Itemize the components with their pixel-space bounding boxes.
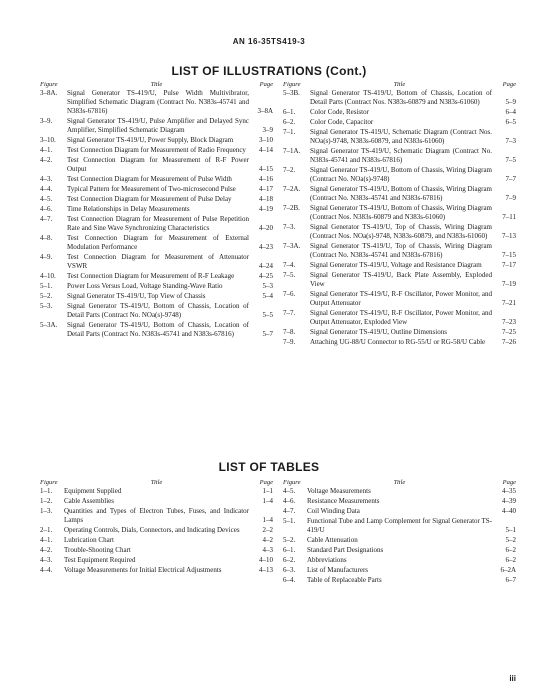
entry-title: Quantities and Types of Electron Tubes, Fuses, and Indicator Lamps bbox=[64, 507, 249, 524]
list-entry bbox=[283, 271, 516, 289]
column-header-title: Title bbox=[393, 81, 406, 88]
entry-title: Color Code, Resistor bbox=[310, 108, 369, 116]
list-entry bbox=[40, 272, 273, 281]
entry-title: Test Equipment Required bbox=[64, 556, 136, 564]
entry-page: 5–4 bbox=[262, 292, 273, 300]
list-entry bbox=[283, 546, 516, 555]
list-entry bbox=[40, 195, 273, 204]
entry-number: 4–1. bbox=[40, 536, 53, 544]
tables-left-column bbox=[40, 478, 273, 576]
list-entry bbox=[283, 566, 516, 575]
entry-number: 4–4. bbox=[40, 566, 53, 574]
entry-number: 7–8. bbox=[283, 328, 296, 336]
entry-number: 1–2. bbox=[40, 497, 53, 505]
entry-page: 4–16 bbox=[259, 175, 273, 183]
list-entry bbox=[283, 166, 516, 184]
list-entry bbox=[40, 507, 273, 525]
list-entry bbox=[283, 290, 516, 308]
list-entry bbox=[40, 175, 273, 184]
list-entry bbox=[40, 156, 273, 174]
entry-number: 4–6. bbox=[40, 205, 53, 213]
column-header-figure: Figure bbox=[283, 479, 301, 486]
entry-title: Table of Replaceable Parts bbox=[307, 576, 382, 584]
entry-number: 3–10. bbox=[40, 136, 56, 144]
entry-page: 6–5 bbox=[505, 118, 516, 126]
entry-title: Coil Winding Data bbox=[307, 507, 360, 515]
entry-page: 6–4 bbox=[505, 108, 516, 116]
entry-page: 7–11 bbox=[502, 213, 516, 221]
column-header bbox=[283, 478, 516, 487]
entry-page: 5–3 bbox=[262, 282, 273, 290]
entry-title: Attaching UG-88/U Connector to RG-55/U or RG-58/U Cable bbox=[310, 338, 486, 346]
list-entry bbox=[283, 487, 516, 496]
tables-right-column bbox=[283, 478, 516, 586]
column-header-title: Title bbox=[150, 81, 163, 88]
list-entry bbox=[40, 253, 273, 271]
entry-number: 4–8. bbox=[40, 234, 53, 242]
list-entry bbox=[283, 507, 516, 516]
entry-title: Signal Generator TS-419/U, Outline Dimensions bbox=[310, 328, 447, 336]
entry-page: 4–17 bbox=[259, 185, 273, 193]
column-header-figure: Figure bbox=[283, 81, 301, 88]
entry-title: Signal Generator TS-419/U, Bottom of Chassis, Location of Detail Parts (Contract No. NOa(s)-9748) bbox=[67, 302, 249, 319]
entry-title: Signal Generator TS-419/U, Back Plate Assembly, Exploded View bbox=[310, 271, 492, 288]
entry-page: 7–19 bbox=[502, 280, 516, 288]
entry-page: 4–15 bbox=[259, 165, 273, 173]
list-entry bbox=[283, 338, 516, 347]
entry-number: 4–3. bbox=[40, 175, 53, 183]
entry-title: Lubrication Chart bbox=[64, 536, 114, 544]
entry-page: 6–2 bbox=[505, 546, 516, 554]
list-entry bbox=[283, 185, 516, 203]
list-entry bbox=[40, 215, 273, 233]
list-entry bbox=[40, 302, 273, 320]
entry-number: 6–1. bbox=[283, 108, 296, 116]
entry-number: 4–1. bbox=[40, 146, 53, 154]
entry-title: Test Connection Diagram for Measurement of Pulse Delay bbox=[67, 195, 232, 203]
list-entry bbox=[283, 556, 516, 565]
list-entry bbox=[40, 546, 273, 555]
entry-title: Power Loss Versus Load, Voltage Standing-Wave Ratio bbox=[67, 282, 223, 290]
list-entry bbox=[283, 223, 516, 241]
list-entry bbox=[40, 556, 273, 565]
entry-number: 5–1. bbox=[40, 282, 53, 290]
entry-title: Signal Generator TS-419/U, Power Supply, Block Diagram bbox=[67, 136, 234, 144]
entry-page: 7–26 bbox=[502, 338, 516, 346]
list-entry bbox=[283, 204, 516, 222]
illustrations-right-column bbox=[283, 80, 516, 348]
entry-number: 7–9. bbox=[283, 338, 296, 346]
entry-number: 4–9. bbox=[40, 253, 53, 261]
entry-number: 7–7. bbox=[283, 309, 296, 317]
entry-number: 4–5. bbox=[40, 195, 53, 203]
entry-page: 3–9 bbox=[262, 126, 273, 134]
entry-page: 4–20 bbox=[259, 224, 273, 232]
list-entry bbox=[283, 108, 516, 117]
list-entry bbox=[40, 526, 273, 535]
list-entry bbox=[40, 566, 273, 575]
entry-title: Signal Generator TS-419/U, Top View of Chassis bbox=[67, 292, 206, 300]
entry-page: 4–2 bbox=[262, 536, 273, 544]
entry-number: 7–1A. bbox=[283, 147, 301, 155]
entry-title: Resistance Measurements bbox=[307, 497, 380, 505]
column-header-title: Title bbox=[150, 479, 163, 486]
entry-number: 4–7. bbox=[40, 215, 53, 223]
list-entry bbox=[40, 321, 273, 339]
illustrations-heading: LIST OF ILLUSTRATIONS (Cont.) bbox=[171, 64, 367, 78]
entry-number: 6–3. bbox=[283, 566, 296, 574]
entry-number: 5–3B. bbox=[283, 89, 300, 97]
column-header-page: Page bbox=[259, 81, 273, 88]
entry-page: 4–13 bbox=[259, 566, 273, 574]
entry-title: Signal Generator TS-419/U, Pulse Width Multivibrator, Simplified Schematic Diagram (Contract No. N383s-45741 and N383s-67816) bbox=[67, 89, 249, 115]
entry-number: 7–2A. bbox=[283, 185, 301, 193]
entry-page: 4–25 bbox=[259, 272, 273, 280]
list-entry bbox=[283, 309, 516, 327]
entry-page: 1–4 bbox=[262, 497, 273, 505]
entry-number: 2–1. bbox=[40, 526, 53, 534]
entry-title: Signal Generator TS-419/U, Voltage and Resistance Diagram bbox=[310, 261, 482, 269]
entry-title: Test Connection Diagram for Measurement of External Modulation Performance bbox=[67, 234, 249, 251]
entry-number: 6–2. bbox=[283, 556, 296, 564]
column-header-page: Page bbox=[259, 479, 273, 486]
list-entry bbox=[283, 242, 516, 260]
entry-page: 7–17 bbox=[502, 261, 516, 269]
entry-number: 7–4. bbox=[283, 261, 296, 269]
entry-number: 3–9. bbox=[40, 117, 53, 125]
list-entry bbox=[283, 89, 516, 107]
entry-title: Signal Generator TS-419/U, Pulse Amplifier and Delayed Sync Amplifier, Simplified Schematic Diagram bbox=[67, 117, 249, 134]
entry-title: Signal Generator TS-419/U, R-F Oscillator, Power Monitor, and Output Attenuator bbox=[310, 290, 492, 307]
entry-number: 4–5. bbox=[283, 487, 296, 495]
entry-page: 4–40 bbox=[502, 507, 516, 515]
entry-page: 6–7 bbox=[505, 576, 516, 584]
entry-title: Signal Generator TS-419/U, Top of Chassis, Wiring Diagram (Contract No. N383s-45741 and N383s-67816) bbox=[310, 242, 492, 259]
entry-number: 7–3. bbox=[283, 223, 296, 231]
entry-page: 5–1 bbox=[505, 526, 516, 534]
entry-page: 3–8A bbox=[257, 107, 273, 115]
entry-title: Trouble-Shooting Chart bbox=[64, 546, 131, 554]
document-number: AN 16-35TS419-3 bbox=[232, 37, 306, 46]
entry-title: Voltage Measurements for Initial Electrical Adjustments bbox=[64, 566, 222, 574]
list-entry bbox=[283, 328, 516, 337]
entry-title: Voltage Measurements bbox=[307, 487, 371, 495]
entry-page: 4–39 bbox=[502, 497, 516, 505]
tables-heading: LIST OF TABLES bbox=[218, 460, 320, 474]
entry-number: 7–1. bbox=[283, 128, 296, 136]
entry-page: 4–10 bbox=[259, 556, 273, 564]
entry-title: Signal Generator TS-419/U, Top of Chassis, Wiring Diagram (Contract Nos. NOa(s)-9748, N383s-60879, and N383s-61060) bbox=[310, 223, 492, 240]
entry-number: 5–3. bbox=[40, 302, 53, 310]
entry-number: 7–6. bbox=[283, 290, 296, 298]
entry-page: 4–18 bbox=[259, 195, 273, 203]
list-entry bbox=[40, 205, 273, 214]
list-entry bbox=[40, 487, 273, 496]
entry-title: Equipment Supplied bbox=[64, 487, 122, 495]
entry-number: 6–4. bbox=[283, 576, 296, 584]
column-header-figure: Figure bbox=[40, 81, 58, 88]
column-header-page: Page bbox=[502, 479, 516, 486]
entry-page: 4–35 bbox=[502, 487, 516, 495]
entry-title: Signal Generator TS-419/U, Bottom of Chassis, Wiring Diagram (Contract No. NOa(s)-9748) bbox=[310, 166, 492, 183]
entry-page: 4–14 bbox=[259, 146, 273, 154]
entry-title: Standard Part Designations bbox=[307, 546, 384, 554]
entry-title: Test Connection Diagram for Measurement of R-F Leakage bbox=[67, 272, 235, 280]
page-number: iii bbox=[509, 674, 516, 683]
illustrations-left-column bbox=[40, 80, 273, 340]
entry-number: 5–2. bbox=[283, 536, 296, 544]
column-header-title: Title bbox=[393, 479, 406, 486]
entry-page: 6–2 bbox=[505, 556, 516, 564]
entry-title: List of Manufacturers bbox=[307, 566, 369, 574]
entry-title: Time Relationships in Delay Measurements bbox=[67, 205, 190, 213]
entry-title: Color Code, Capacitor bbox=[310, 118, 374, 126]
entry-page: 4–24 bbox=[259, 262, 273, 270]
list-entry bbox=[40, 497, 273, 506]
list-entry bbox=[283, 536, 516, 545]
list-entry bbox=[40, 185, 273, 194]
entry-number: 5–3A. bbox=[40, 321, 58, 329]
entry-page: 7–13 bbox=[502, 232, 516, 240]
entry-number: 5–1. bbox=[283, 517, 296, 525]
entry-number: 4–4. bbox=[40, 185, 53, 193]
list-entry bbox=[40, 89, 273, 116]
entry-number: 4–6. bbox=[283, 497, 296, 505]
entry-title: Signal Generator TS-419/U, Bottom of Chassis, Wiring Diagram (Contract No. N383s-45741 and N383s-67816) bbox=[310, 185, 492, 202]
list-entry bbox=[283, 517, 516, 535]
entry-page: 5–7 bbox=[262, 330, 273, 338]
entry-page: 2–2 bbox=[262, 526, 273, 534]
entry-page: 5–2 bbox=[505, 536, 516, 544]
entry-number: 7–2. bbox=[283, 166, 296, 174]
entry-title: Typical Pattern for Measurement of Two-microsecond Pulse bbox=[67, 185, 236, 193]
entry-number: 5–2. bbox=[40, 292, 53, 300]
entry-title: Test Connection Diagram for Measurement of R-F Power Output bbox=[67, 156, 249, 173]
entry-page: 1–4 bbox=[262, 516, 273, 524]
list-entry bbox=[40, 146, 273, 155]
list-entry bbox=[283, 147, 516, 165]
list-entry bbox=[283, 118, 516, 127]
entry-page: 1–1 bbox=[262, 487, 273, 495]
column-header bbox=[40, 478, 273, 487]
entry-number: 7–2B. bbox=[283, 204, 300, 212]
entry-number: 4–2. bbox=[40, 156, 53, 164]
entry-number: 1–3. bbox=[40, 507, 53, 515]
list-entry bbox=[40, 292, 273, 301]
entry-title: Test Connection Diagram for Measurement of Radio Frequency bbox=[67, 146, 246, 154]
entry-title: Functional Tube and Lamp Complement for Signal Generator TS-419/U bbox=[307, 517, 492, 534]
entry-title: Test Connection Diagram for Measurement of Attenuator VSWR bbox=[67, 253, 249, 270]
entry-title: Abbreviations bbox=[307, 556, 347, 564]
entry-number: 7–3A. bbox=[283, 242, 301, 250]
entry-number: 4–2. bbox=[40, 546, 53, 554]
entry-page: 7–9 bbox=[505, 194, 516, 202]
entry-title: Signal Generator TS-419/U, Bottom of Chassis, Location of Detail Parts (Contract Nos. N383s-60879 and N383s-61060) bbox=[310, 89, 492, 106]
entry-page: 5–5 bbox=[262, 311, 273, 319]
entry-page: 7–15 bbox=[502, 251, 516, 259]
entry-title: Signal Generator TS-419/U, Schematic Diagram (Contract No. N383s-45741 and N383s-67816) bbox=[310, 147, 492, 164]
entry-number: 6–2. bbox=[283, 118, 296, 126]
entry-title: Signal Generator TS-419/U, R-F Oscillator, Power Monitor, and Output Attenuator, Exploded View bbox=[310, 309, 492, 326]
entry-number: 1–1. bbox=[40, 487, 53, 495]
entry-title: Test Connection Diagram for Measurement of Pulse Width bbox=[67, 175, 232, 183]
column-header-page: Page bbox=[502, 81, 516, 88]
entry-number: 7–5. bbox=[283, 271, 296, 279]
column-header bbox=[40, 80, 273, 89]
entry-title: Signal Generator TS-419/U, Bottom of Chassis, Wiring Diagram (Contract Nos. N383s-60879 and N383s-61060) bbox=[310, 204, 492, 221]
entry-page: 7–21 bbox=[502, 299, 516, 307]
entry-page: 7–5 bbox=[505, 156, 516, 164]
entry-title: Signal Generator TS-419/U, Schematic Diagram (Contract Nos. NOa(s)-9748, N383s-60879, and N383s-61060) bbox=[310, 128, 492, 145]
list-entry bbox=[40, 136, 273, 145]
entry-page: 4–19 bbox=[259, 205, 273, 213]
list-entry bbox=[283, 128, 516, 146]
entry-page: 5–9 bbox=[505, 98, 516, 106]
column-header bbox=[283, 80, 516, 89]
list-entry bbox=[283, 261, 516, 270]
entry-title: Operating Controls, Dials, Connectors, and Indicating Devices bbox=[64, 526, 240, 534]
entry-number: 6–1. bbox=[283, 546, 296, 554]
entry-page: 7–25 bbox=[502, 328, 516, 336]
entry-page: 7–3 bbox=[505, 137, 516, 145]
entry-title: Test Connection Diagram for Measurement of Pulse Repetition Rate and Sine Wave Synchronizing Characteristics bbox=[67, 215, 249, 232]
list-entry bbox=[40, 117, 273, 135]
entry-page: 4–3 bbox=[262, 546, 273, 554]
entry-title: Signal Generator TS-419/U, Bottom of Chassis, Location of Detail Parts (Contract No. N383s-45741 and N383s-67816) bbox=[67, 321, 249, 338]
list-entry bbox=[40, 234, 273, 252]
entry-number: 3–8A. bbox=[40, 89, 58, 97]
column-header-figure: Figure bbox=[40, 479, 58, 486]
entry-page: 3–10 bbox=[259, 136, 273, 144]
entry-page: 7–7 bbox=[505, 175, 516, 183]
list-entry bbox=[283, 576, 516, 585]
entry-number: 4–10. bbox=[40, 272, 56, 280]
entry-page: 6–2A bbox=[500, 566, 516, 574]
list-entry bbox=[283, 497, 516, 506]
entry-page: 7–23 bbox=[502, 318, 516, 326]
entry-title: Cable Attenuation bbox=[307, 536, 358, 544]
list-entry bbox=[40, 282, 273, 291]
entry-page: 4–23 bbox=[259, 243, 273, 251]
entry-number: 4–7. bbox=[283, 507, 296, 515]
entry-number: 4–3. bbox=[40, 556, 53, 564]
entry-title: Cable Assemblies bbox=[64, 497, 114, 505]
list-entry bbox=[40, 536, 273, 545]
